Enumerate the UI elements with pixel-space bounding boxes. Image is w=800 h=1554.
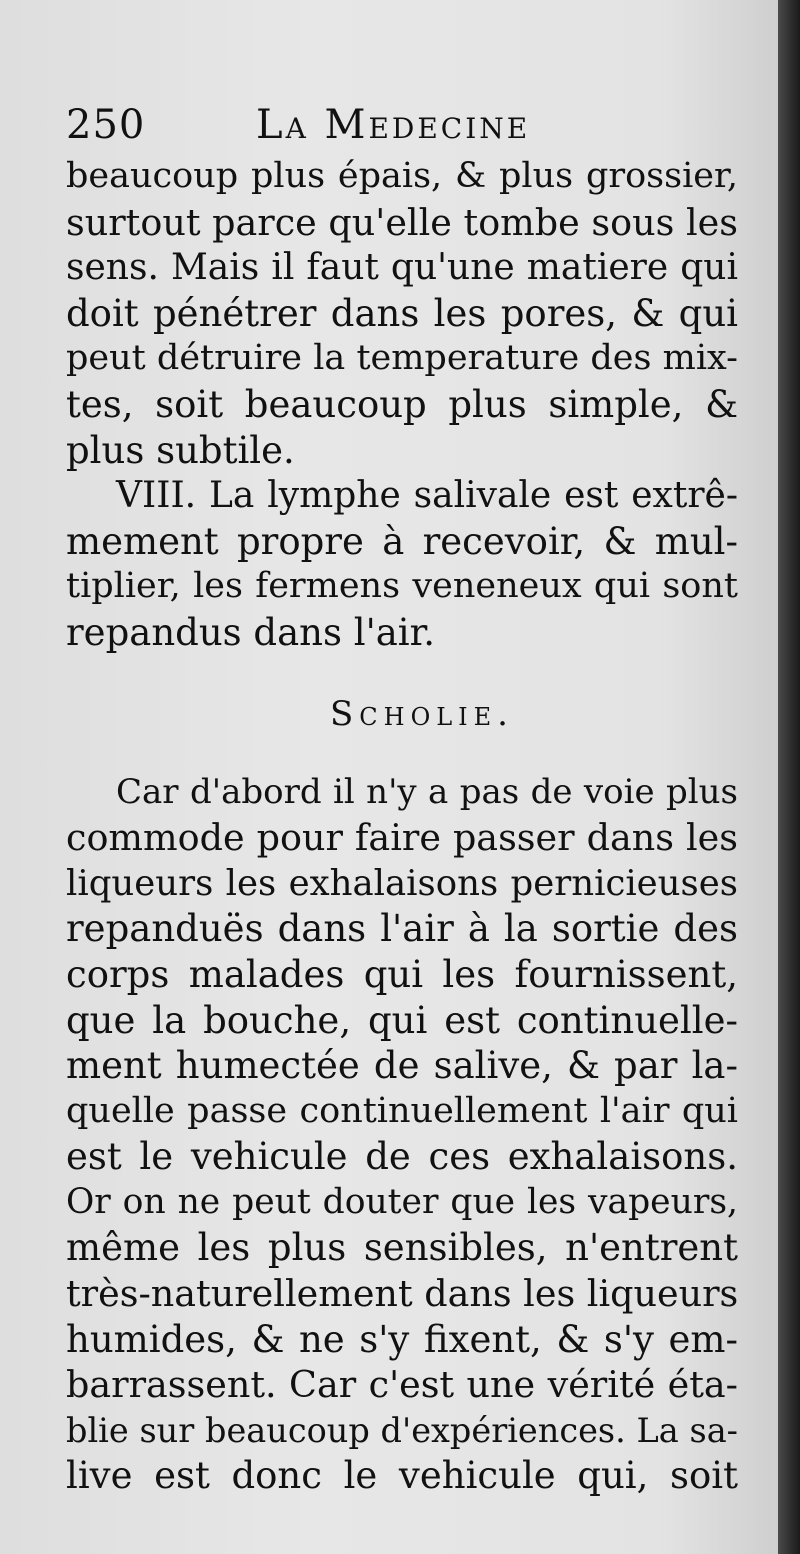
text-line: repandus dans l'air.: [66, 610, 436, 654]
text-line: quelle passe continuellement l'air qui: [66, 1090, 738, 1131]
page-number: 250: [66, 102, 146, 148]
text-line: tiplier, les fermens veneneux qui sont: [66, 566, 738, 607]
text-line: est le vehicule de ces exhalaisons.: [66, 1135, 738, 1179]
text-line: surtout parce qu'elle tombe sous les: [66, 200, 738, 244]
text-line: liqueurs les exhalaisons pernicieuses: [66, 862, 738, 904]
text-line: beaucoup plus épais, & plus grossier,: [66, 156, 738, 196]
text-line: doit pénétrer dans les pores, & qui: [66, 291, 738, 335]
section-heading: Scholie.: [329, 693, 514, 734]
text-line: commode pour faire passer dans les: [66, 816, 738, 860]
page-gutter-edge: [778, 0, 800, 1554]
running-title: La Medecine: [256, 102, 531, 148]
text-line: très-naturellement dans les liqueurs: [66, 1272, 739, 1316]
running-head: [66, 96, 738, 154]
text-line: blie sur beaucoup d'expériences. La sa-: [66, 1410, 738, 1450]
text-line: Or on ne peut douter que les vapeurs,: [66, 1181, 738, 1222]
text-line: plus subtile.: [66, 428, 295, 472]
text-line: tes, soit beaucoup plus simple, &: [66, 382, 738, 426]
text-block: [66, 96, 738, 1499]
text-line: Car d'abord il n'y a pas de voie plus: [116, 771, 738, 812]
paragraph-continued: [66, 154, 738, 473]
text-line: live est donc le vehicule qui, soit: [66, 1454, 738, 1498]
text-line: que la bouche, qui est continuelle-: [66, 998, 738, 1042]
text-line: corps malades qui les fournissent,: [66, 952, 738, 996]
proposition-viii: [66, 473, 738, 655]
text-line: VIII. La lymphe salivale est extrê-: [116, 475, 738, 517]
text-line: sens. Mais il faut qu'une matiere qui: [66, 247, 738, 289]
text-line: repanduës dans l'air à la sortie des: [66, 907, 738, 951]
text-line: même les plus sensibles, n'entrent: [66, 1226, 738, 1270]
text-line: barrassent. Car c'est une vérité éta-: [66, 1363, 738, 1407]
text-line: mement propre à recevoir, & mul-: [66, 519, 738, 563]
text-line: peut détruire la temperature des mix-: [66, 338, 738, 379]
text-line: humides, & ne s'y fixent, & s'y em-: [66, 1317, 738, 1361]
text-line: ment humectée de salive, & par la-: [66, 1044, 738, 1088]
scholie-paragraph: [66, 770, 738, 1500]
